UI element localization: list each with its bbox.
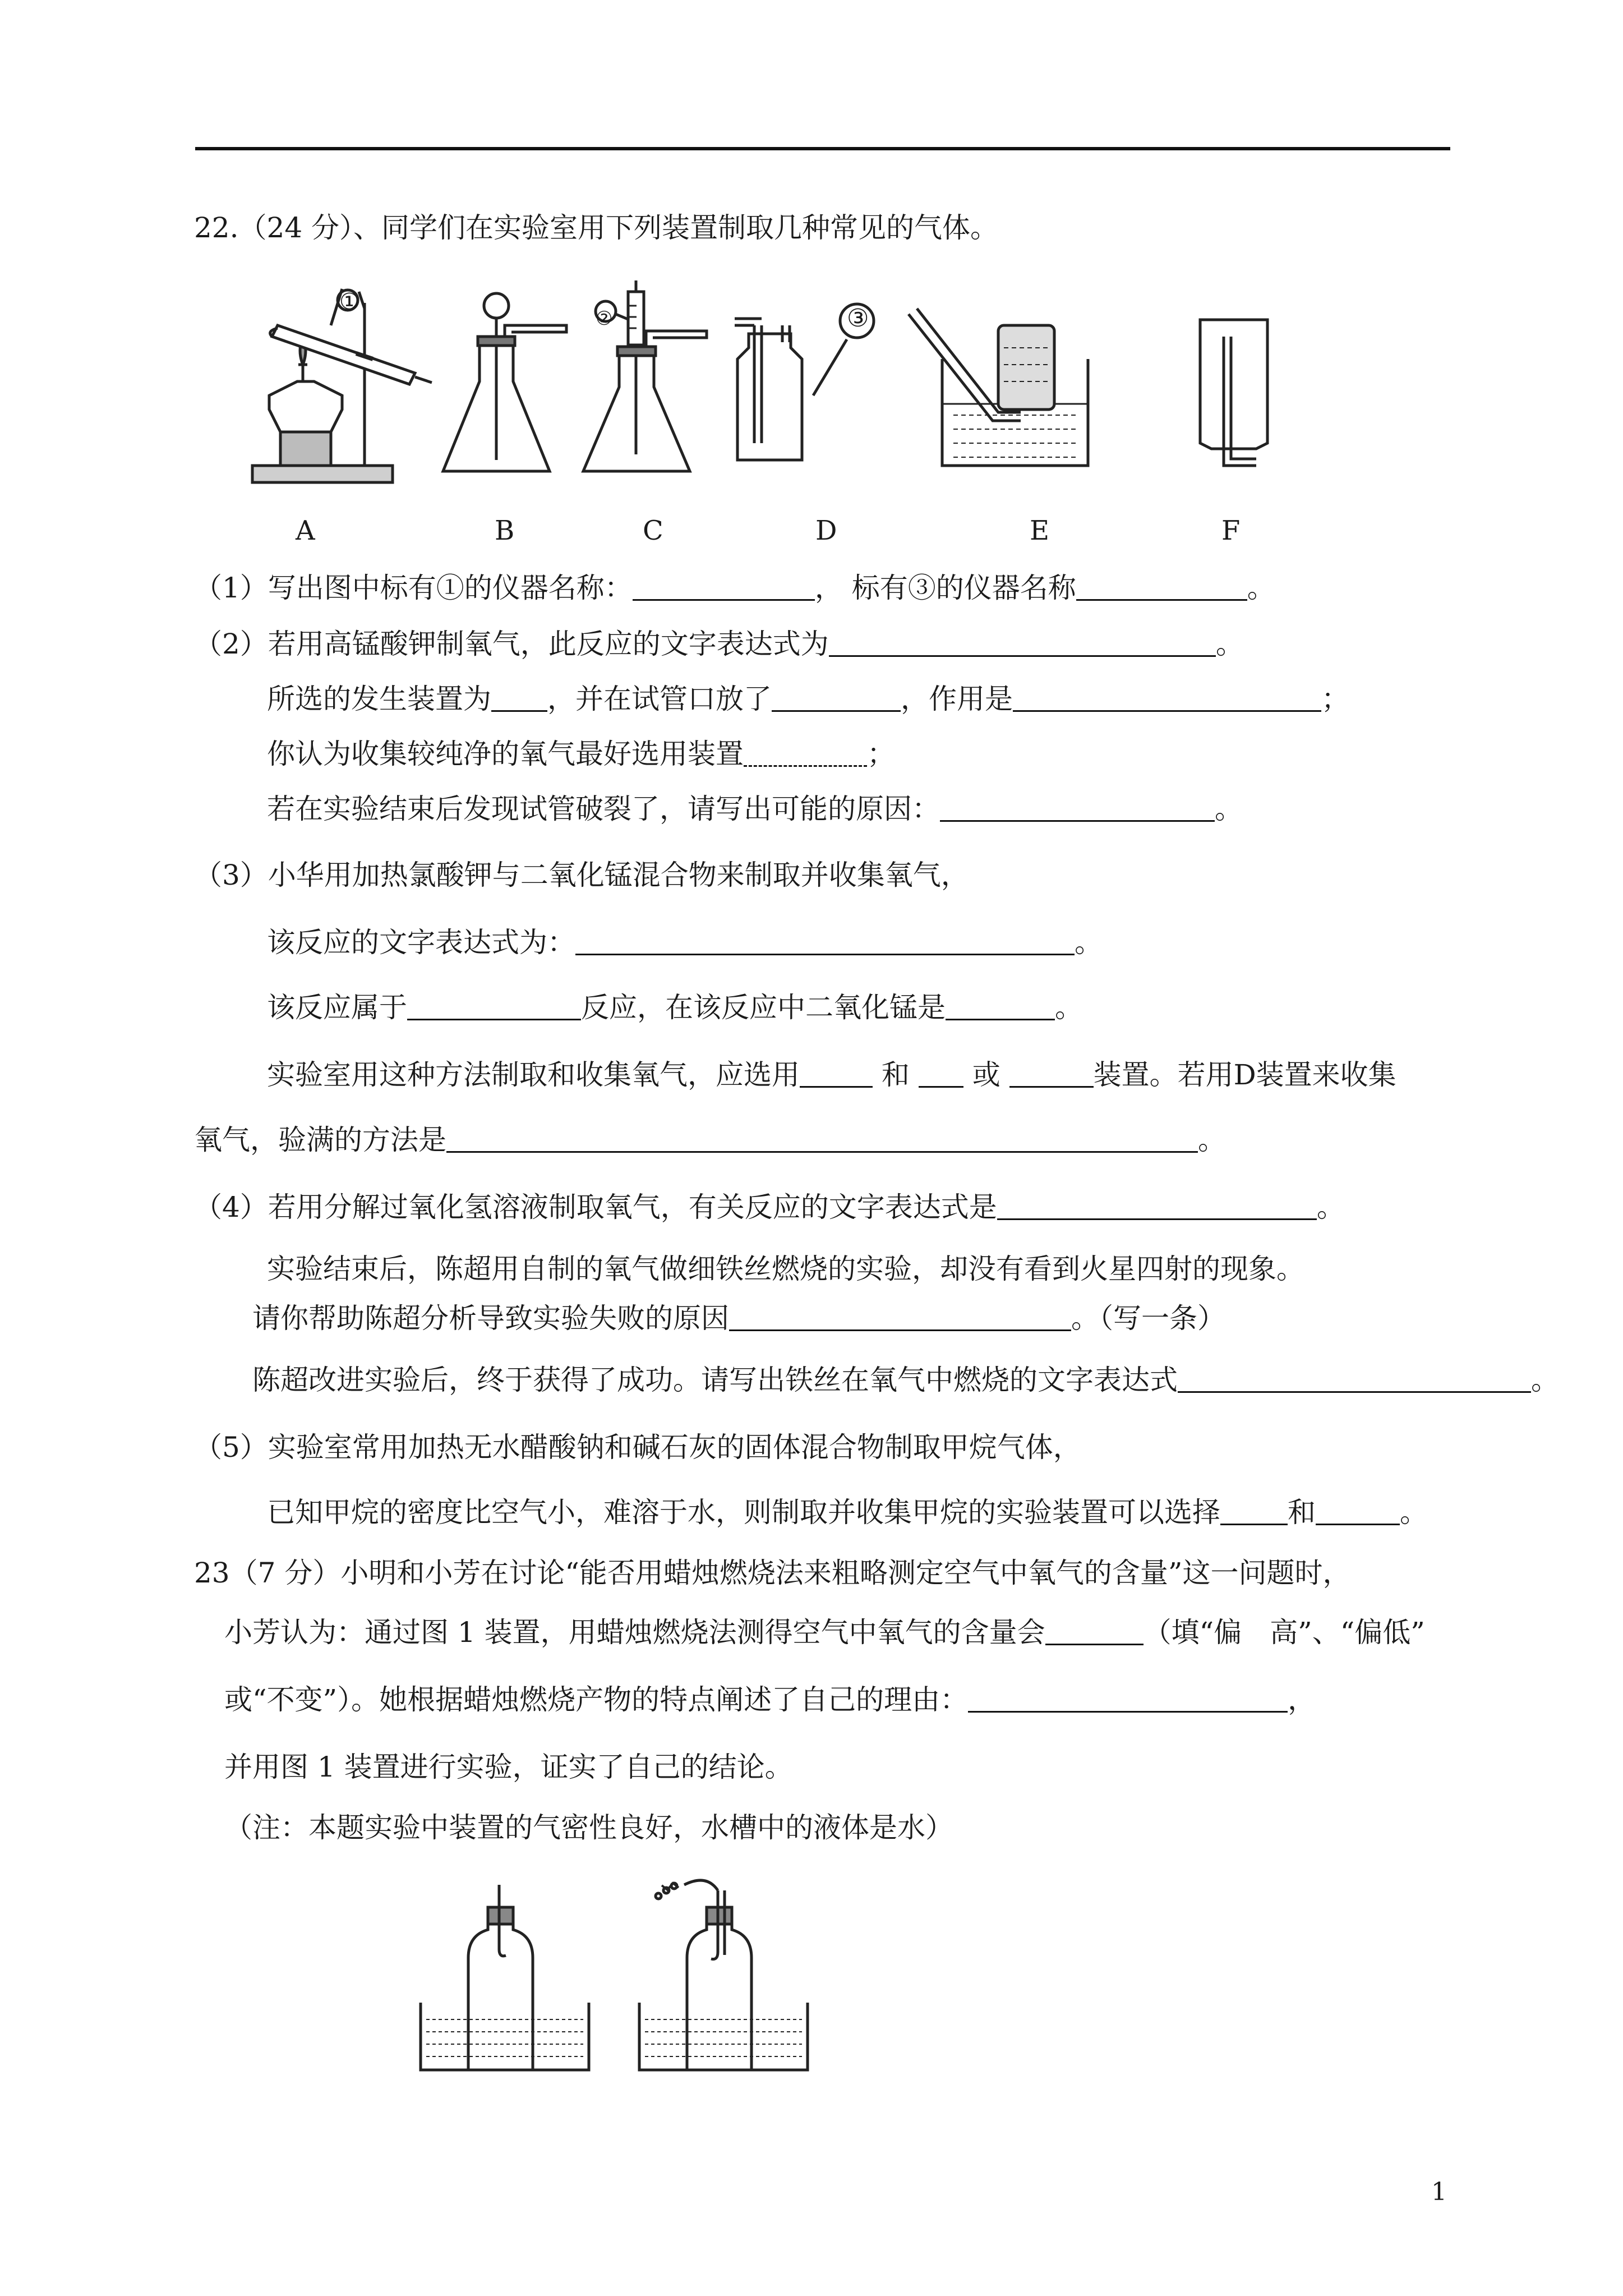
- answer-blank[interactable]: [829, 629, 1216, 657]
- answer-blank[interactable]: [1178, 1365, 1531, 1393]
- answer-blank[interactable]: [919, 1060, 963, 1088]
- answer-blank[interactable]: [946, 993, 1055, 1020]
- answer-blank[interactable]: [744, 739, 867, 767]
- label-f: F: [1221, 515, 1241, 546]
- q22-part2-line3: 你认为收集较纯净的氧气最好选用装置 ；: [267, 738, 895, 770]
- answer-blank[interactable]: [575, 928, 1075, 955]
- q22-part4-line2: 实验结束后，陈超用自制的氧气做细铁丝燃烧的实验，却没有看到火星四射的现象。: [267, 1253, 1304, 1285]
- answer-blank[interactable]: [446, 1125, 1198, 1153]
- q23-line5: （注：本题实验中装置的气密性良好，水槽中的液体是水）: [224, 1811, 953, 1844]
- q22-part3-line5: 氧气，验满的方法是 。: [194, 1124, 1226, 1156]
- answer-blank[interactable]: [940, 794, 1215, 822]
- q22-part5-line1: （5）实验室常用加热无水醋酸钠和碱石灰的固体混合物制取甲烷气体，: [194, 1431, 1081, 1464]
- label-a: A: [296, 515, 315, 546]
- apparatus-e: [909, 309, 1088, 466]
- answer-blank[interactable]: [1076, 573, 1247, 601]
- answer-blank[interactable]: [633, 573, 815, 601]
- answer-blank[interactable]: [407, 993, 581, 1020]
- answer-blank[interactable]: [1013, 684, 1321, 712]
- header-rule: [195, 147, 1450, 150]
- apparatus-b: [443, 293, 566, 471]
- label-c: C: [643, 515, 663, 546]
- page-number: 1: [1431, 2178, 1447, 2206]
- answer-blank[interactable]: [1316, 1498, 1400, 1525]
- apparatus-figure: [247, 280, 1301, 505]
- q23-line2: 小芳认为：通过图 1 装置，用蜡烛燃烧法测得空气中氧气的含量会 （填“偏 高”、“偏低”: [224, 1616, 1425, 1649]
- q22-part3-line4: 实验室用这种方法制取和收集氧气，应选用 和 或 装置。若用D装置来收集: [267, 1059, 1396, 1091]
- q22-part3-line2: 该反应的文字表达式为： 。: [267, 926, 1103, 959]
- answer-blank[interactable]: [800, 1060, 873, 1088]
- q22-part4-line3: 请你帮助陈超分析导致实验失败的原因 。（写一条）: [252, 1302, 1225, 1335]
- q22-part4-line4: 陈超改进实验后，终于获得了成功。请写出铁丝在氧气中燃烧的文字表达式 。: [252, 1364, 1559, 1396]
- answer-blank[interactable]: [491, 684, 547, 712]
- answer-blank[interactable]: [772, 684, 901, 712]
- answer-blank[interactable]: [729, 1304, 1071, 1331]
- q22-part3-line3: 该反应属于 反应，在该反应中二氧化锰是 。: [267, 991, 1083, 1024]
- q22-part5-line2: 已知甲烷的密度比空气小，难溶于水，则制取并收集甲烷的实验装置可以选择 和 。: [267, 1496, 1428, 1529]
- q22-part2-line2: 所选的发生装置为 ，并在试管口放了 ，作用是 ；: [267, 683, 1349, 715]
- q23-line4: 并用图 1 装置进行实验，证实了自己的结论。: [224, 1751, 793, 1783]
- answer-blank[interactable]: [968, 1685, 1288, 1713]
- answer-blank[interactable]: [997, 1193, 1317, 1220]
- q22-part1: （1）写出图中标有①的仪器名称： ， 标有③的仪器名称 。: [194, 572, 1275, 604]
- label-b: B: [495, 515, 515, 546]
- q22-part2-line4: 若在实验结束后发现试管破裂了，请写出可能的原因： 。: [267, 793, 1243, 825]
- answer-blank[interactable]: [1009, 1060, 1094, 1088]
- q22-part3-line1: （3）小华用加热氯酸钾与二氧化锰混合物来制取并收集氧气，: [194, 859, 969, 891]
- apparatus-right: [639, 1880, 808, 2070]
- apparatus-f: [1200, 320, 1267, 466]
- answer-blank[interactable]: [1220, 1498, 1288, 1525]
- mark-2: ②: [596, 307, 613, 330]
- apparatus-left: [421, 1885, 589, 2070]
- mark-1: ①: [339, 289, 359, 315]
- answer-blank[interactable]: [1045, 1618, 1144, 1645]
- q23-line3: 或“不变”）。她根据蜡烛燃烧产物的特点阐述了自己的理由： ，: [224, 1683, 1316, 1716]
- q23-line1: 23（7 分）小明和小芳在讨论“能否用蜡烛燃烧法来粗略测定空气中氧气的含量”这一问题时，: [194, 1557, 1351, 1589]
- mark-3: ③: [847, 304, 869, 333]
- q22-title: 22.（24 分）、同学们在实验室用下列装置制取几种常见的气体。: [194, 211, 999, 244]
- q22-part2-line1: （2）若用高锰酸钾制氧气，此反应的文字表达式为 。: [194, 628, 1244, 660]
- label-e: E: [1030, 515, 1050, 546]
- label-d: D: [815, 515, 837, 546]
- apparatus-a: [252, 289, 432, 482]
- q22-part4-line1: （4）若用分解过氧化氢溶液制取氧气，有关反应的文字表达式是 。: [194, 1191, 1345, 1223]
- candle-apparatus-figure: [415, 1885, 819, 2076]
